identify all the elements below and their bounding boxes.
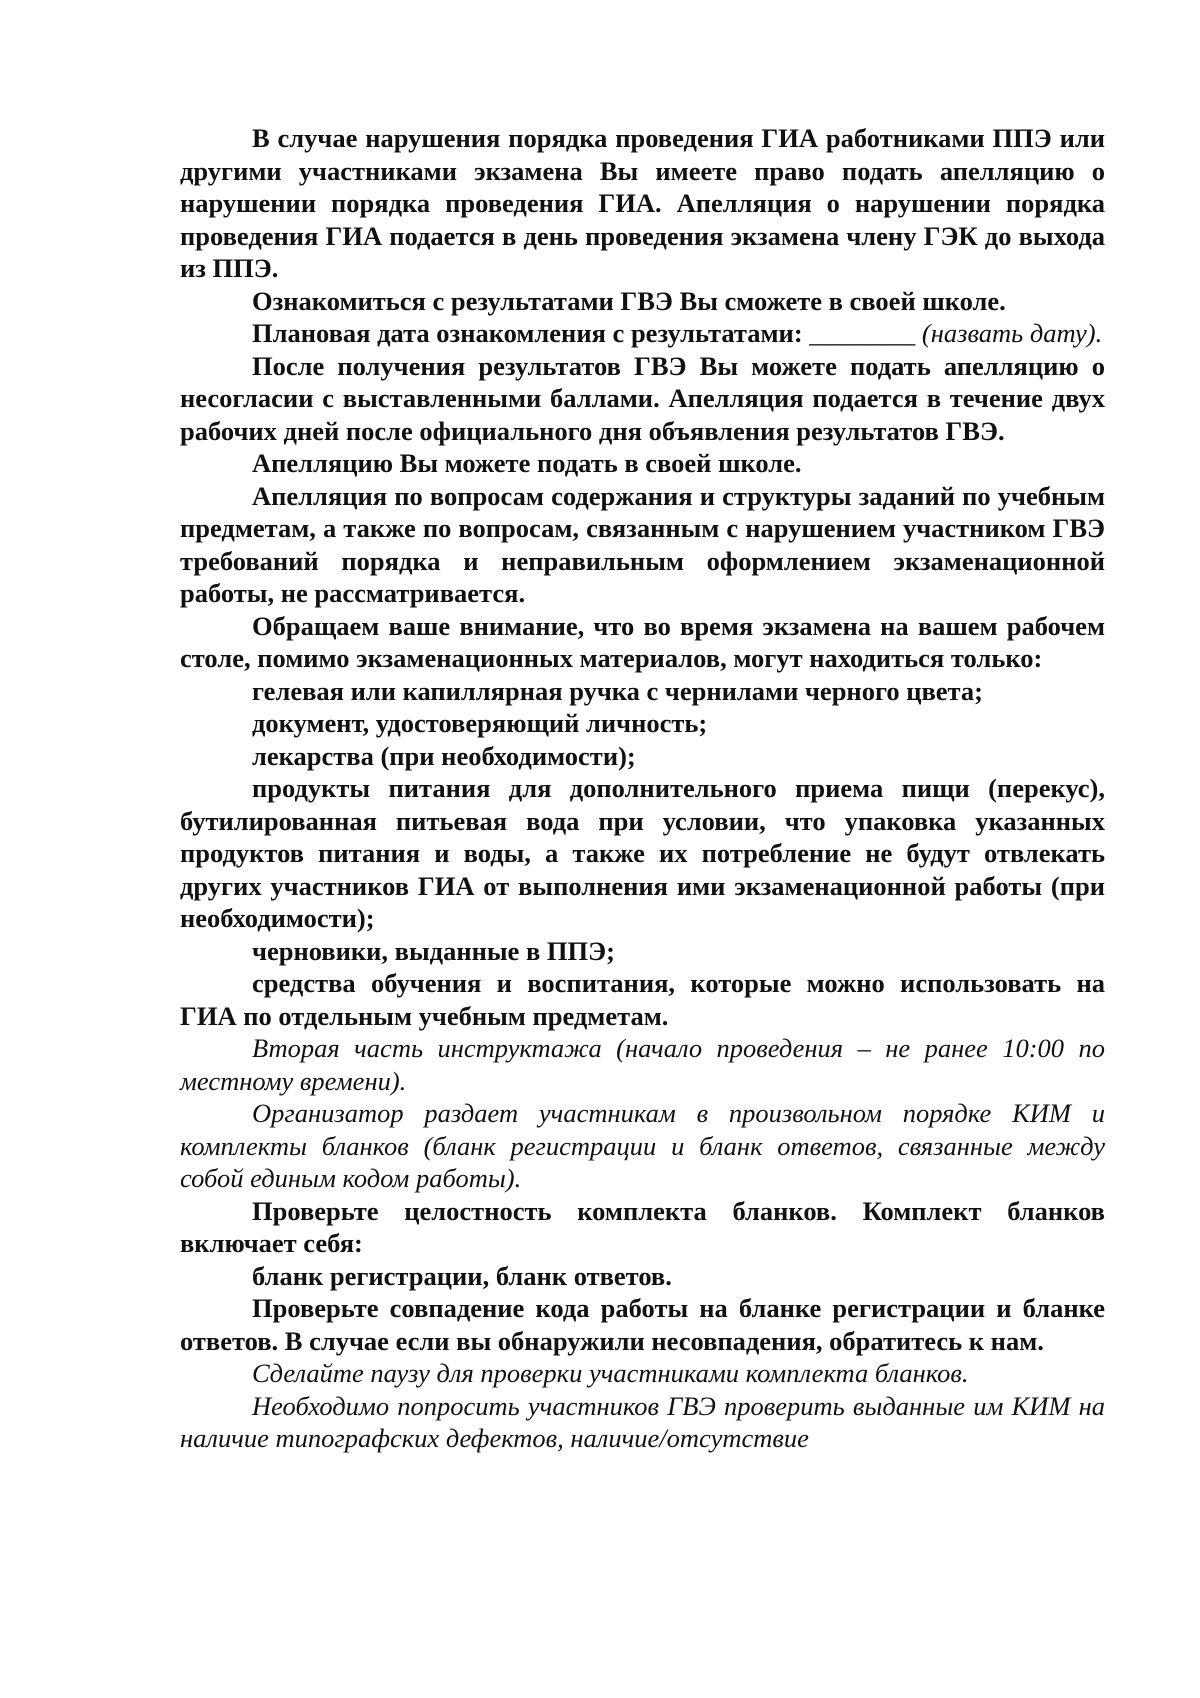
paragraph-allowed-items-intro: Обращаем ваше внимание, что во время экзамена на вашем рабочем столе, помимо экзаменационных материалов, могут находиться только: (180, 610, 1105, 673)
paragraph-check-set: Проверьте целостность комплекта бланков. Комплект бланков включает себя: (180, 1195, 1105, 1258)
italic-note-pause: Сделайте паузу для проверки участниками комплекта бланков. (252, 1358, 969, 1388)
paragraph-results-at-school: Ознакомиться с результатами ГВЭ Вы сможете в своей школе. (252, 285, 1006, 316)
list-item: документ, удостоверяющий личность; (252, 708, 708, 738)
list-item: бланк регистрации, бланк ответов. (252, 1260, 672, 1291)
italic-note-second-part: Вторая часть инструктажа (начало проведения – не ранее 10:00 по местному времени). (180, 1033, 1105, 1096)
paragraph-appeal-at-school: Апелляцию Вы можете подать в своей школе. (252, 448, 802, 478)
paragraph-check-code: Проверьте совпадение кода работы на бланке регистрации и бланке ответов. В случае если вы обнаружили несовпадения, обратитесь к нам. (180, 1293, 1105, 1356)
italic-note-distribution: Организатор раздает участникам в произвольном порядке КИМ и комплекты бланков (бланк регистрации и бланк ответов, связанные между собой единым кодом работы). (180, 1098, 1105, 1193)
paragraph-appeal-not-considered: Апелляция по вопросам содержания и структуры заданий по учебным предметам, а также по вопросам, связанным с нарушением участником ГВЭ требований порядка и неправильным оформлением экзаменационной работы, не рассматривается. (180, 480, 1105, 608)
planned-date-blank: ________ (809, 318, 916, 348)
italic-note-check-kim: Необходимо попросить участников ГВЭ проверить выданные им КИМ на наличие типографских дефектов, наличие/отсутствие (180, 1390, 1105, 1453)
list-item: гелевая или капиллярная ручка с чернилами черного цвета; (252, 675, 983, 706)
planned-date-label: Плановая дата ознакомления с результатами: (252, 318, 803, 348)
planned-date-note: (назвать дату). (921, 318, 1103, 348)
list-item: черновики, выданные в ППЭ; (252, 935, 615, 966)
list-item: средства обучения и воспитания, которые можно использовать на ГИА по отдельным учебным предметам. (180, 968, 1105, 1031)
list-item: лекарства (при необходимости); (252, 740, 636, 771)
list-item: продукты питания для дополнительного приема пищи (перекус), бутилированная питьевая вода при условии, что упаковка указанных продуктов питания и воды, а также их потребление не будут отвлекать других участников ГИА от выполнения ими экзаменационной работы (при необходимости); (180, 773, 1105, 933)
paragraph-appeal-procedure-violation: В случае нарушения порядка проведения ГИА работниками ППЭ или другими участниками экзамена Вы имеете право подать апелляцию о нарушении порядка проведения ГИА. Апелляция о нарушении порядка проведения ГИА подается в день проведения экзамена члену ГЭК до выхода из ППЭ. (180, 123, 1105, 283)
paragraph-score-appeal: После получения результатов ГВЭ Вы можете подать апелляцию о несогласии с выставленными баллами. Апелляция подается в течение двух рабочих дней после официального дня объявления результатов ГВЭ. (180, 350, 1105, 446)
paragraph-planned-date (180, 317, 1105, 350)
document-body (180, 122, 1105, 1455)
